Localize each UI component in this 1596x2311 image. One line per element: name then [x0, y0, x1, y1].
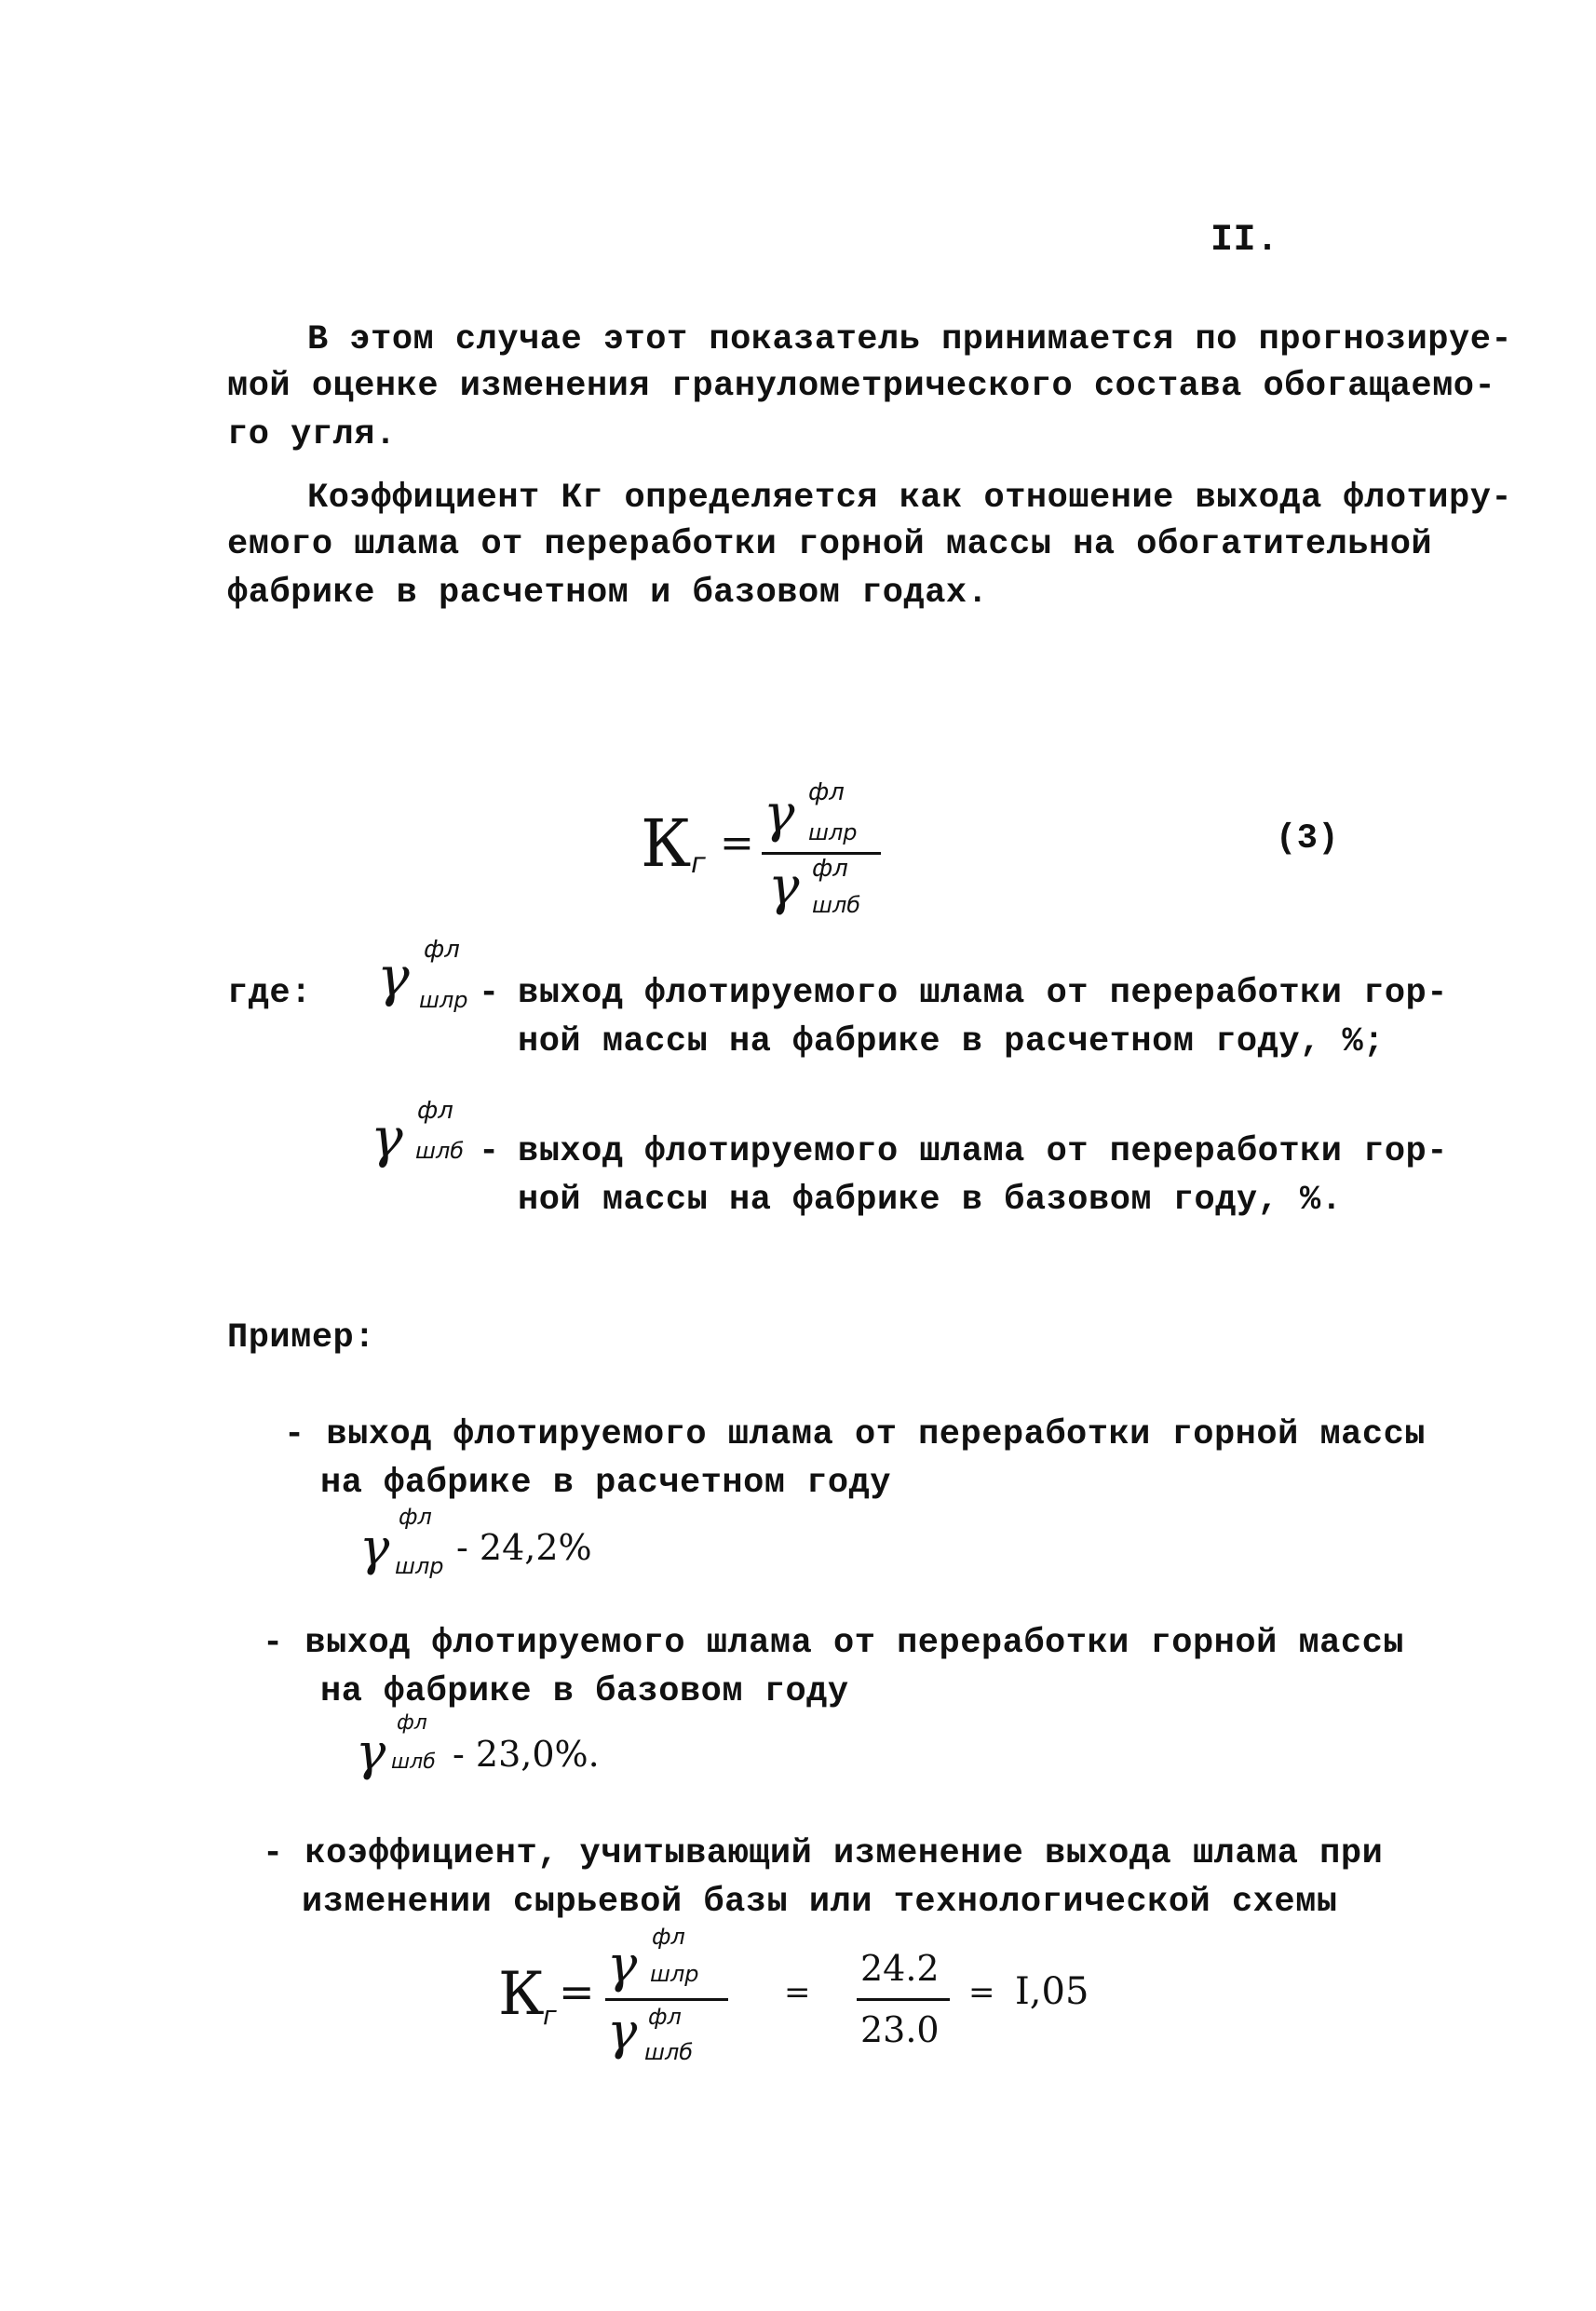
where-dash: -	[479, 974, 500, 1013]
paragraph-line: фабрике в расчетном и базовом годах.	[227, 574, 989, 613]
gamma-icon: γ	[356, 1723, 386, 1781]
value-fraction-bar	[857, 1998, 950, 2001]
paragraph-line: го угля.	[227, 415, 397, 454]
num-gamma-icon: γ	[764, 784, 795, 845]
num-sub: шлр	[808, 819, 858, 845]
page-number: II.	[1211, 220, 1279, 262]
example-text: на фабрике в расчетном году	[320, 1464, 891, 1503]
example-sub: шлб	[391, 1750, 436, 1774]
paragraph-line: В этом случае этот показатель принимается по прогнозируе-	[307, 320, 1513, 359]
where-text: выход флотируемого шлама от переработки гор-	[518, 1132, 1448, 1171]
example-label: Пример:	[227, 1318, 375, 1358]
gamma-icon: γ	[359, 1518, 390, 1576]
formula-eq2: =	[784, 1974, 811, 2011]
where-text: ной массы на фабрике в базовом году, %.	[518, 1181, 1343, 1220]
example-sup: фл	[399, 1504, 432, 1530]
result-value: I,05	[1015, 1970, 1089, 2013]
example-sub: шлр	[395, 1553, 444, 1579]
example-text: на фабрике в базовом году	[320, 1672, 849, 1711]
den-gamma-icon: γ	[768, 857, 800, 917]
formula-lhs: К	[641, 805, 692, 882]
where-dash: -	[479, 1132, 500, 1171]
paragraph-line: Коэффициент Кг определяется как отношение выхода флотиру-	[307, 479, 1513, 518]
example-value: - 23,0%.	[453, 1734, 600, 1775]
fraction-bar	[605, 1998, 728, 2001]
den-sub: шлб	[812, 892, 861, 918]
formula-lhs-sub: г	[691, 847, 706, 880]
den-gamma-icon: γ	[607, 2002, 638, 2061]
den-sup: фл	[648, 2004, 682, 2030]
where-sup: фл	[417, 1097, 453, 1125]
formula-number: (3)	[1276, 819, 1340, 858]
example-sup: фл	[397, 1711, 427, 1735]
num-sup: фл	[652, 1924, 685, 1950]
where-label: где:	[227, 974, 312, 1013]
where-sup: фл	[424, 936, 460, 964]
formula-eq: =	[559, 1966, 595, 2017]
num-gamma-icon: γ	[607, 1935, 638, 1993]
formula-eq3: =	[968, 1974, 995, 2011]
formula-lhs: К	[498, 1960, 545, 2029]
den-sup: фл	[812, 855, 848, 883]
num-sub: шлр	[650, 1961, 699, 1987]
den-value: 23.0	[860, 2009, 940, 2050]
where-text: выход флотируемого шлама от переработки гор-	[518, 974, 1448, 1013]
gamma-icon: γ	[377, 945, 410, 1008]
example-text: - коэффициент, учитывающий изменение выхода шлама при	[263, 1834, 1384, 1873]
gamma-icon: γ	[371, 1106, 403, 1169]
formula-lhs-sub: г	[543, 2000, 557, 2031]
example-value: - 24,2%	[456, 1527, 592, 1568]
example-text: изменении сырьевой базы или технологической схемы	[302, 1883, 1338, 1922]
where-sub: шлр	[419, 987, 468, 1013]
num-value: 24.2	[860, 1948, 940, 1989]
den-sub: шлб	[644, 2039, 694, 2065]
paragraph-line: емого шлама от переработки горной массы на обогатительной	[227, 525, 1433, 564]
where-sub: шлб	[415, 1138, 465, 1164]
example-text: - выход флотируемого шлама от переработки горной массы	[284, 1415, 1426, 1454]
num-sup: фл	[808, 778, 845, 806]
where-text: ной массы на фабрике в расчетном году, %;	[518, 1022, 1385, 1061]
example-text: - выход флотируемого шлама от переработки горной массы	[263, 1624, 1404, 1663]
formula-eq: =	[720, 819, 754, 867]
paragraph-line: мой оценке изменения гранулометрического состава обогащаемо-	[227, 367, 1496, 406]
